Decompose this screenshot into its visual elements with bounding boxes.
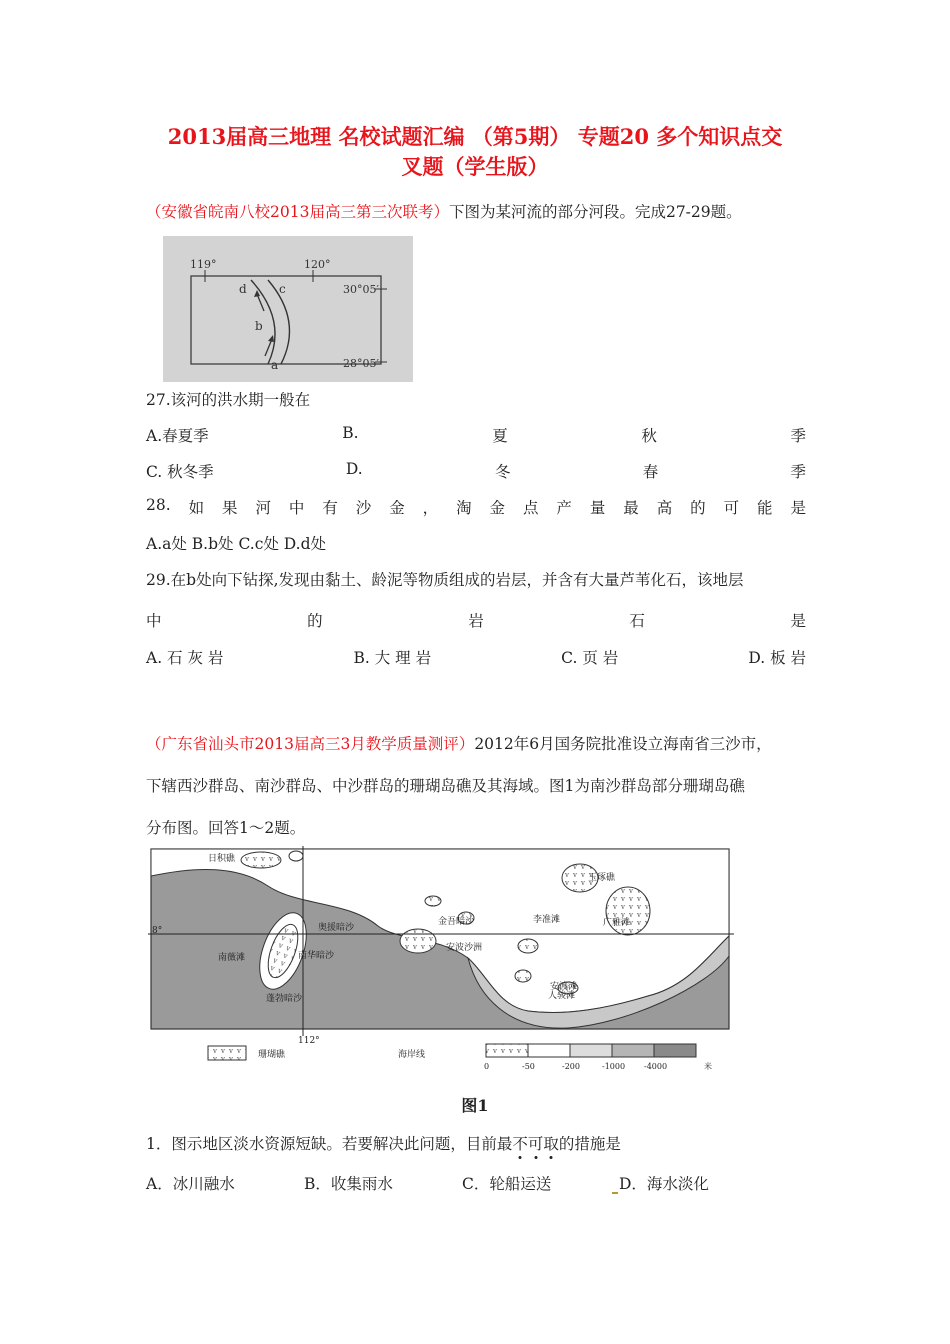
q1-stem: 1．图示地区淡水资源短缺。若要解决此问题，目前最不 可 取 的措施是 bbox=[146, 1132, 806, 1154]
svg-text:-1000: -1000 bbox=[602, 1062, 626, 1071]
legend-coral-swatch bbox=[208, 1046, 246, 1060]
lon-label-2: 120° bbox=[304, 258, 331, 271]
page-title bbox=[120, 122, 830, 182]
title-line-1: 2013届高三地理 名校试题汇编 （第5期） 专题20 多个知识点交 bbox=[167, 124, 783, 149]
q1-opt-a: A．冰川融水 bbox=[146, 1175, 235, 1193]
q27-opt-b-char2: 秋 bbox=[641, 427, 657, 445]
point-d: d bbox=[239, 282, 247, 296]
section1-intro-text: 下图为某河流的部分河段。完成27-29题。 bbox=[448, 203, 742, 221]
title-line-2: 叉题（学生版） bbox=[401, 154, 549, 179]
q28-options: A.a处 B.b处 C.c处 D.d处 bbox=[146, 535, 327, 553]
lat-label: 8° bbox=[152, 926, 163, 936]
q29-opt-b: B. 大 理 岩 bbox=[353, 649, 432, 667]
svg-text:金吾暗沙: 金吾暗沙 bbox=[438, 917, 475, 927]
q27-opt-d-char1: 冬 bbox=[494, 463, 511, 481]
q29-options bbox=[146, 646, 806, 668]
q27-opt-b-char1: 夏 bbox=[492, 427, 508, 445]
q29-opt-d: D. 板 岩 bbox=[748, 649, 806, 667]
q27-opt-b-char3: 季 bbox=[790, 427, 806, 445]
anbo-cay bbox=[400, 929, 436, 953]
point-a: a bbox=[271, 358, 279, 372]
lat-label-1: 30°05′ bbox=[343, 283, 379, 296]
figure-caption: 图1 bbox=[461, 1096, 489, 1115]
section2-intro-line2: 下辖西沙群岛、南沙群岛、中沙群岛的珊瑚岛礁及其海域。图1为南沙群岛部分珊瑚岛礁 bbox=[146, 777, 745, 795]
q27-opt-c: C. 秋冬季 bbox=[146, 463, 214, 481]
svg-text:玉琢礁: 玉琢礁 bbox=[588, 873, 616, 883]
svg-text:0: 0 bbox=[484, 1062, 490, 1071]
q29-stem-line1: 29.在b处向下钻探,发现由黏土、龄泥等物质组成的岩层，并含有大量芦苇化石，该地层 bbox=[146, 571, 744, 589]
q29-opt-c: C. 页 岩 bbox=[561, 649, 619, 667]
river-map-figure bbox=[163, 236, 413, 382]
section2-intro-text: 2012年6月国务院批准设立海南省三沙市， bbox=[474, 735, 772, 753]
section2-intro-line3: 分布图。回答1～2题。 bbox=[146, 819, 306, 837]
answer-mark bbox=[612, 1192, 618, 1194]
point-c: c bbox=[279, 282, 286, 296]
svg-text:南华暗沙: 南华暗沙 bbox=[298, 951, 335, 961]
svg-text:南薇滩: 南薇滩 bbox=[218, 953, 246, 963]
q28-stem: 28. 如 果 河 中 有 沙 金 ， 淘 金 点 产 量 最 高 的 可 能 是 bbox=[146, 496, 806, 517]
q27-opt-d-char2: 春 bbox=[642, 463, 659, 481]
svg-text:-50: -50 bbox=[522, 1062, 535, 1071]
svg-text:广雅滩: 广雅滩 bbox=[603, 918, 631, 928]
q27-opt-d-char3: 季 bbox=[790, 463, 806, 481]
q1-opt-c: C．轮船运送 bbox=[462, 1175, 552, 1193]
q27-opt-b-label: B. bbox=[342, 424, 359, 442]
section2-intro-line1 bbox=[146, 732, 806, 754]
legend-boundary-label: 海岸线 bbox=[398, 1050, 426, 1060]
svg-text:人骏滩: 人骏滩 bbox=[548, 991, 576, 1001]
q1-opt-d: D．海水淡化 bbox=[619, 1175, 709, 1193]
q27-stem: 27.该河的洪水期一般在 bbox=[146, 391, 311, 409]
svg-text:-200: -200 bbox=[562, 1062, 580, 1071]
riji-reef bbox=[241, 852, 281, 868]
svg-text:米: 米 bbox=[704, 1062, 712, 1071]
svg-text:-4000: -4000 bbox=[644, 1062, 668, 1071]
svg-text:蓬勃暗沙: 蓬勃暗沙 bbox=[266, 994, 303, 1004]
svg-text:李准滩: 李准滩 bbox=[533, 915, 561, 925]
svg-text:安波沙洲: 安波沙洲 bbox=[446, 943, 483, 953]
q27-options-row2 bbox=[146, 460, 806, 482]
q1-options bbox=[146, 1172, 806, 1194]
legend-coral-label: 珊瑚礁 bbox=[258, 1050, 286, 1060]
q27-opt-a: A.春夏季 bbox=[146, 427, 209, 445]
section1-intro bbox=[146, 200, 806, 222]
section1-source: （安徽省皖南八校2013届高三第三次联考） bbox=[146, 203, 449, 221]
q29-opt-a: A. 石 灰 岩 bbox=[146, 649, 224, 667]
q29-stem-line2: 中 的 岩 石 是 bbox=[146, 612, 806, 630]
lon-label: 112° bbox=[298, 1036, 320, 1046]
lat-label-2: 28°05′ bbox=[343, 357, 379, 370]
svg-text:安渡滩: 安渡滩 bbox=[550, 982, 578, 992]
svg-text:奥援暗沙: 奥援暗沙 bbox=[318, 923, 355, 933]
q27-opt-d-label: D. bbox=[345, 460, 363, 478]
section2-source: （广东省汕头市2013届高三3月教学质量测评） bbox=[146, 735, 475, 753]
lon-label-1: 119° bbox=[190, 258, 217, 271]
point-b: b bbox=[255, 319, 263, 333]
q27-options-row1 bbox=[146, 424, 806, 446]
svg-text:日积礁: 日积礁 bbox=[208, 854, 236, 864]
nansha-map-figure bbox=[148, 846, 734, 1072]
q1-opt-b: B．收集雨水 bbox=[304, 1175, 393, 1193]
